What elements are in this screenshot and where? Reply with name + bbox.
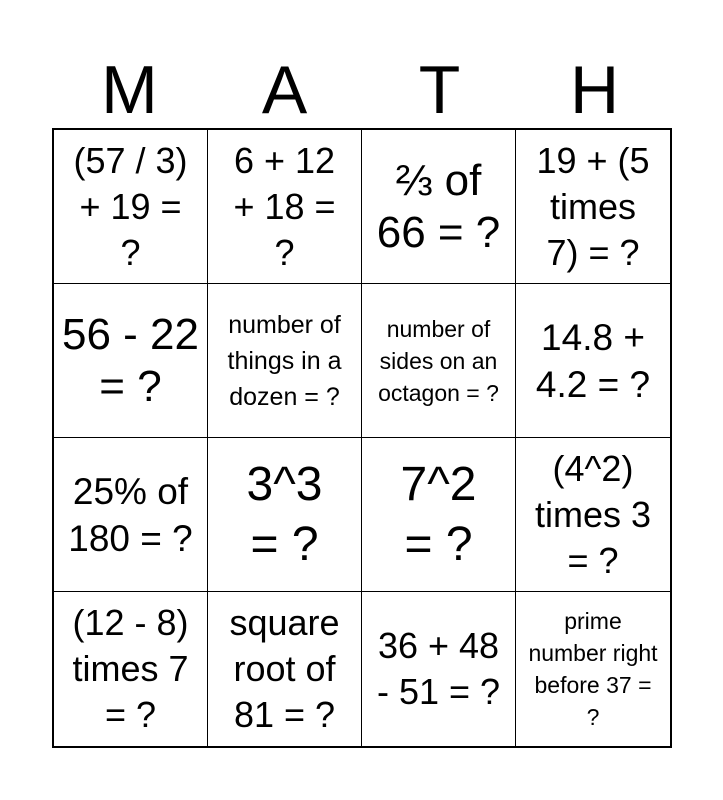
bingo-cell[interactable]	[362, 130, 516, 284]
cell-text: 56 - 22 = ?	[62, 309, 199, 411]
bingo-cell[interactable]	[208, 438, 362, 592]
header-letter-m: M	[101, 52, 158, 128]
cell-text: 7^2 = ?	[400, 457, 477, 571]
header-letter-t: T	[418, 52, 461, 128]
cell-text: ⅔ of 66 = ?	[376, 155, 501, 257]
bingo-cell[interactable]	[516, 438, 670, 592]
bingo-board	[52, 128, 672, 748]
bingo-cell[interactable]	[362, 438, 516, 592]
bingo-cell[interactable]	[516, 130, 670, 284]
cell-text: 19 + (5 times 7) = ?	[536, 139, 650, 273]
cell-text: (57 / 3) + 19 = ?	[73, 139, 188, 273]
cell-text: (4^2) times 3 = ?	[534, 447, 652, 581]
bingo-cell[interactable]	[362, 284, 516, 438]
cell-text: square root of 81 = ?	[229, 602, 340, 735]
cell-text: prime number right before 37 = ?	[528, 608, 658, 730]
bingo-cell[interactable]	[54, 592, 208, 746]
bingo-cell[interactable]	[208, 284, 362, 438]
bingo-cell[interactable]	[208, 130, 362, 284]
cell-text: 36 + 48 - 51 = ?	[376, 625, 501, 712]
cell-text: 14.8 + 4.2 = ?	[535, 316, 651, 405]
cell-text: 6 + 12 + 18 = ?	[233, 139, 336, 273]
bingo-cell[interactable]	[54, 438, 208, 592]
bingo-cell[interactable]	[54, 130, 208, 284]
header-letter-h: H	[569, 52, 620, 128]
cell-text: 3^3 = ?	[246, 457, 323, 571]
bingo-cell[interactable]	[208, 592, 362, 746]
bingo-cell[interactable]	[516, 592, 670, 746]
cell-text: number of things in a dozen = ?	[227, 310, 342, 411]
bingo-cell[interactable]	[516, 284, 670, 438]
bingo-cell[interactable]	[362, 592, 516, 746]
cell-text: number of sides on an octagon = ?	[378, 315, 499, 406]
bingo-header	[52, 52, 672, 128]
bingo-cell[interactable]	[54, 284, 208, 438]
header-letter-a: A	[261, 52, 308, 128]
cell-text: 25% of 180 = ?	[68, 470, 193, 559]
cell-text: (12 - 8) times 7 = ?	[72, 602, 189, 735]
